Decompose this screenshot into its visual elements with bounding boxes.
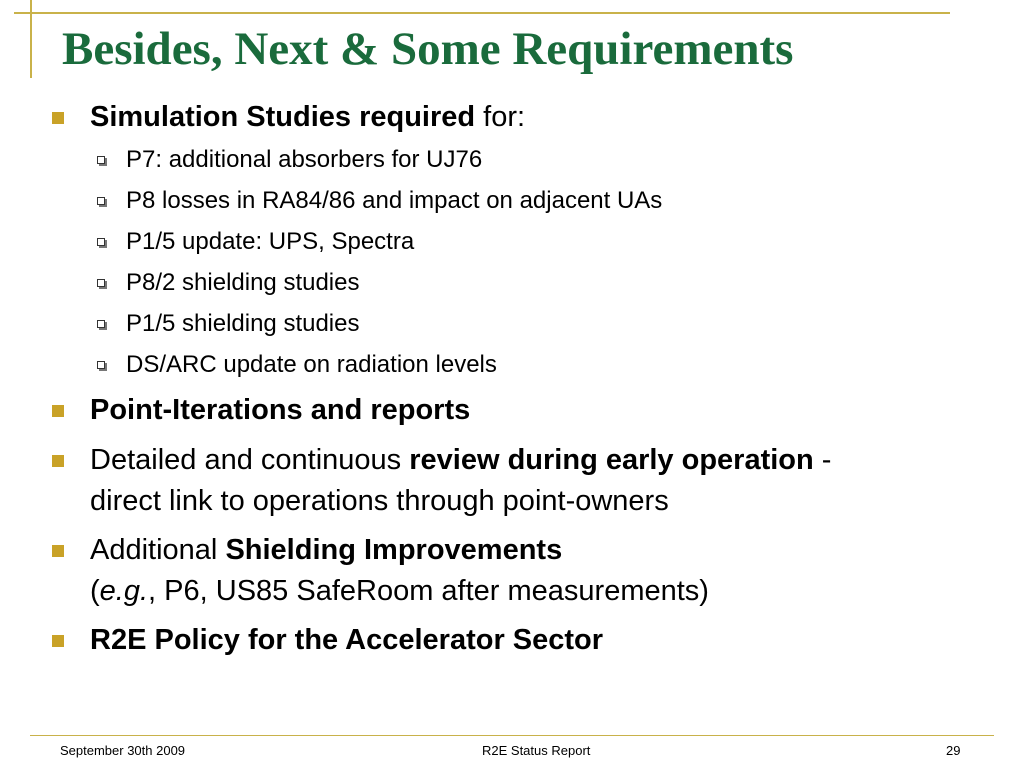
bullet-square-icon — [52, 545, 64, 557]
bullet-text: for: — [475, 101, 526, 133]
bullet-bold-text: review during early operation — [409, 444, 814, 476]
bullet-text: , P6, US85 SafeRoom after measurements) — [148, 575, 709, 607]
sub-bullet-checkbox-icon — [97, 238, 105, 246]
bullet-r2e-policy — [90, 620, 603, 660]
bullet-square-icon — [52, 405, 64, 417]
bullet-point-iterations — [90, 390, 470, 430]
page-number: 29 — [946, 743, 961, 758]
bullet-text: Additional — [90, 534, 226, 566]
bullet-square-icon — [52, 455, 64, 467]
sub-bullet-item: P1/5 shielding studies — [126, 310, 360, 337]
sub-bullet-checkbox-icon — [97, 197, 105, 205]
footer-date: September 30th 2009 — [60, 743, 186, 758]
sub-bullet-item: P8/2 shielding studies — [126, 269, 360, 296]
bullet-bold-text: Point-Iterations and reports — [90, 394, 471, 426]
sub-bullet-item: P7: additional absorbers for UJ76 — [126, 146, 483, 173]
bullet-review-operation-line2: direct link to operations through point-owners — [90, 485, 669, 517]
sub-bullet-checkbox-icon — [97, 320, 105, 328]
bullet-square-icon — [52, 635, 64, 647]
sub-bullet-item: P1/5 update: UPS, Spectra — [126, 228, 415, 255]
bullet-square-icon — [52, 112, 64, 124]
bullet-text: Detailed and continuous — [90, 444, 410, 476]
sub-bullet-checkbox-icon — [97, 156, 105, 164]
bullet-shielding-line2 — [90, 571, 709, 611]
sub-bullet-checkbox-icon — [97, 279, 105, 287]
sub-bullet-item: DS/ARC update on radiation levels — [126, 351, 497, 378]
bullet-text: - — [813, 444, 832, 476]
slide-title: Besides, Next & Some Requirements — [62, 23, 794, 75]
bullet-italic-text: e.g. — [99, 575, 149, 607]
bullet-text: ( — [90, 575, 100, 607]
footer-rule — [30, 735, 994, 736]
bullet-shielding-improvements — [90, 530, 562, 570]
sub-bullet-item: P8 losses in RA84/86 and impact on adjacent UAs — [126, 187, 663, 214]
bullet-bold-text: Shielding Improvements — [225, 534, 563, 566]
bullet-bold-text: R2E Policy for the Accelerator Sector — [90, 624, 604, 656]
bullet-review-operation — [90, 440, 831, 480]
bullet-simulation-studies — [90, 97, 525, 137]
footer-title: R2E Status Report — [482, 743, 591, 758]
bullet-bold-text: Simulation Studies required — [90, 101, 476, 133]
sub-bullet-checkbox-icon — [97, 361, 105, 369]
